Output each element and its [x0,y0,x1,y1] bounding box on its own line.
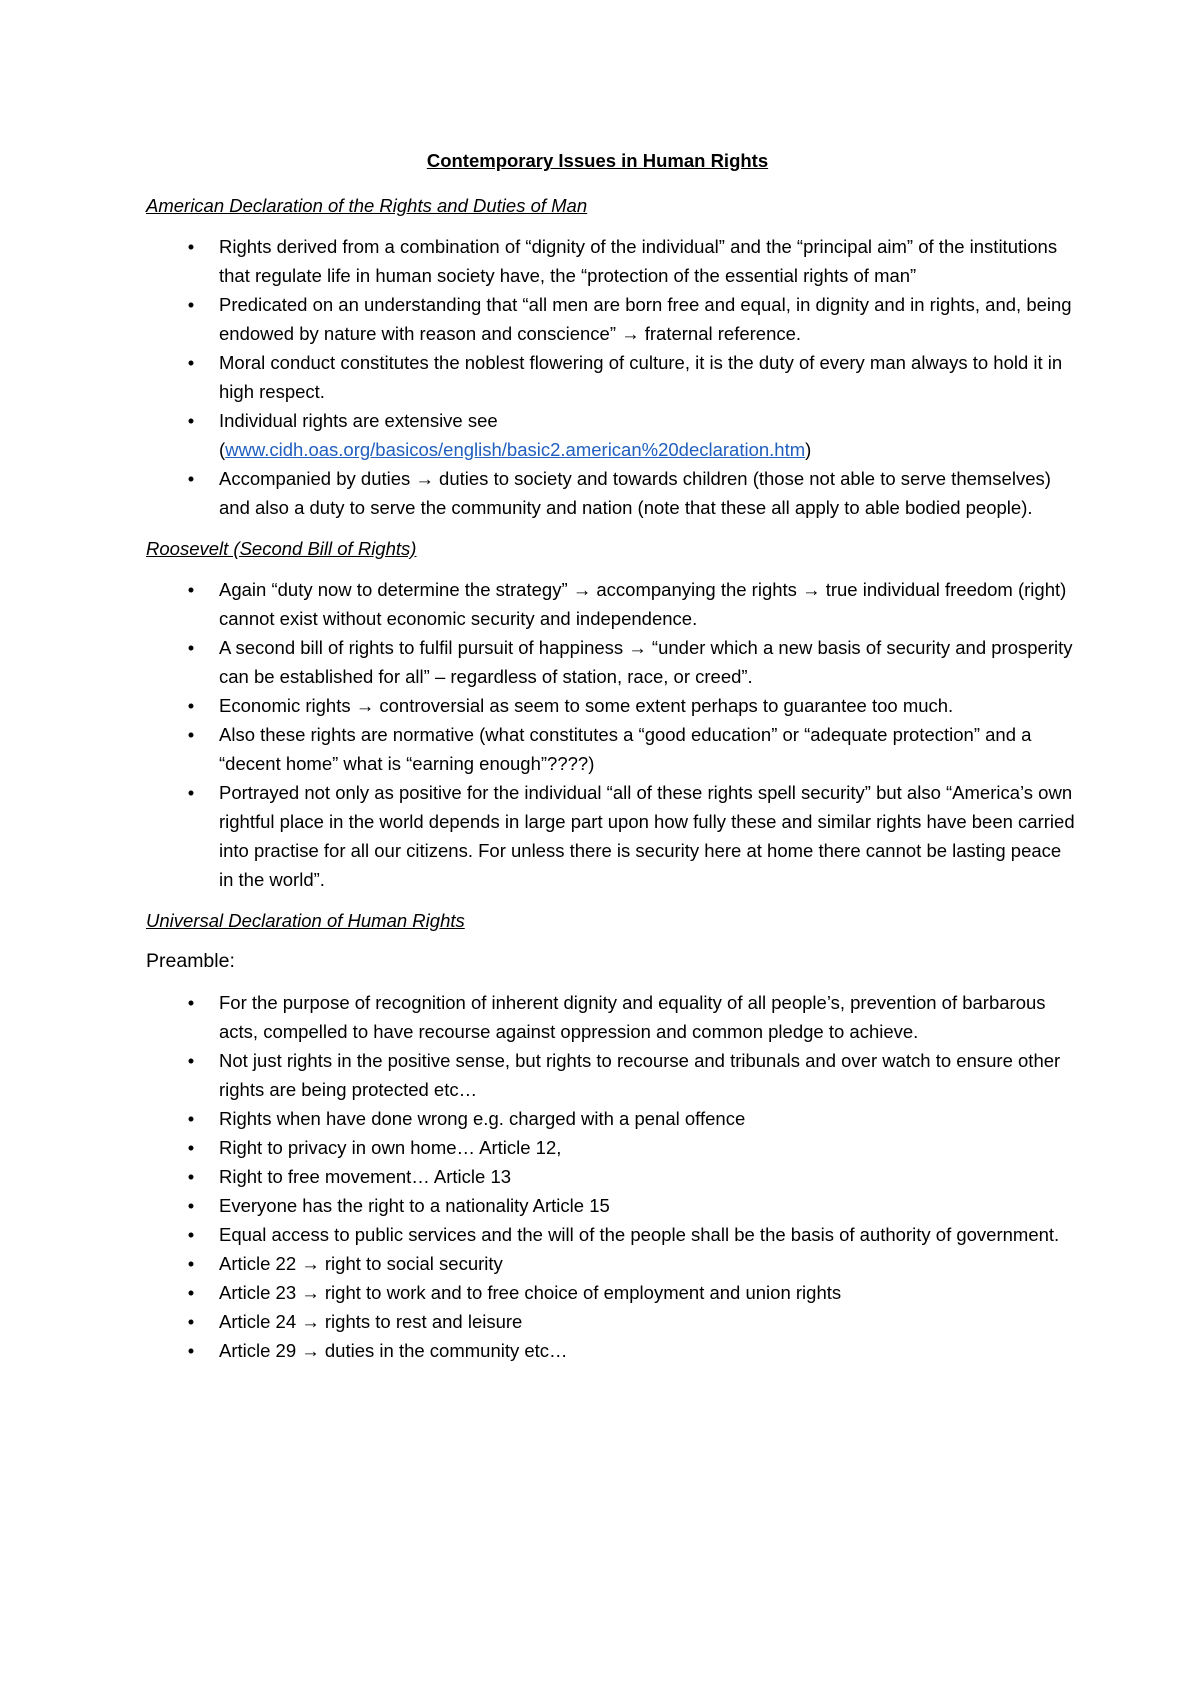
bullet-list-udhr [146,988,1076,1365]
bullet-icon: • [187,695,195,716]
list-item [146,348,1076,406]
list-item [146,1191,1076,1220]
list-item-text: Rights when have done wrong e.g. charged with a penal offence [219,1108,746,1129]
list-item [146,988,1076,1046]
bullet-icon: • [187,1195,195,1216]
section-heading-roosevelt: Roosevelt (Second Bill of Rights) [146,538,417,559]
bullet-icon: • [187,1282,195,1303]
list-item-text: Article 24 → rights to rest and leisure [219,1311,523,1332]
list-item-text: Right to free movement… Article 13 [219,1166,512,1187]
list-item [146,575,1076,633]
list-item [146,1307,1076,1336]
bullet-icon: • [187,992,195,1013]
list-item-text: Economic rights → controversial as seem to some extent perhaps to guarantee too much. [219,695,954,716]
bullet-icon: • [187,1050,195,1071]
bullet-icon: • [187,1108,195,1129]
list-item [146,406,1076,464]
bullet-icon: • [187,1137,195,1158]
list-item [146,778,1076,894]
list-item-text: Accompanied by duties → duties to society and towards children (those not able to serve themselves) and also a duty to serve the community and nation (note that these all apply to able bodied people). [219,468,1051,518]
section-heading-american-declaration: American Declaration of the Rights and Duties of Man [146,195,588,216]
list-item [146,290,1076,348]
document-page [146,146,1076,1377]
list-item-text: Article 22 → right to social security [219,1253,503,1274]
list-item-text: Article 23 → right to work and to free choice of employment and union rights [219,1282,842,1303]
list-item-text: A second bill of rights to fulfil pursuit of happiness → “under which a new basis of security and prosperity can be established for all” – regardless of station, race, or creed”. [219,637,1073,687]
list-item [146,1336,1076,1365]
bullet-list-roosevelt [146,575,1076,894]
list-item [146,633,1076,691]
bullet-icon: • [187,294,195,315]
list-item-text: Not just rights in the positive sense, but rights to recourse and tribunals and over watch to ensure other rights are being protected etc… [219,1050,1061,1100]
bullet-icon: • [187,724,195,745]
bullet-icon: • [187,1166,195,1187]
list-item-text: Right to privacy in own home… Article 12, [219,1137,562,1158]
list-item-text: Portrayed not only as positive for the individual “all of these rights spell security” but also “America’s own rightful place in the world depends in large part upon how fully these and similar rights have been carried into practise for all our citizens. For unless there is security here at home there cannot be lasting peace in the world”. [219,782,1075,890]
bullet-icon: • [187,410,195,431]
list-item-text-after-link: ) [805,439,812,460]
bullet-icon: • [187,782,195,803]
list-item [146,464,1076,522]
list-item [146,691,1076,720]
list-item [146,1220,1076,1249]
bullet-icon: • [187,1311,195,1332]
list-item [146,232,1076,290]
list-item [146,720,1076,778]
list-item-text: Moral conduct constitutes the noblest flowering of culture, it is the duty of every man always to hold it in high respect. [219,352,1063,402]
list-item-text-before-link: Individual rights are extensive see ( [219,410,498,460]
document-title: Contemporary Issues in Human Rights [426,150,769,171]
bullet-icon: • [187,637,195,658]
list-item [146,1046,1076,1104]
list-item-text: Equal access to public services and the will of the people shall be the basis of authority of government. [219,1224,1060,1245]
bullet-icon: • [187,579,195,600]
list-item-text: Predicated on an understanding that “all men are born free and equal, in dignity and in rights, and, being endowed by nature with reason and conscience” → fraternal reference. [219,294,1072,344]
bullet-list-american-declaration [146,232,1076,522]
preamble-label: Preamble: [146,950,235,972]
list-item-text: Article 29 → duties in the community etc… [219,1340,568,1361]
list-item [146,1278,1076,1307]
list-item-text: Everyone has the right to a nationality Article 15 [219,1195,610,1216]
declaration-link[interactable]: www.cidh.oas.org/basicos/english/basic2.american%20declaration.htm [225,439,806,460]
list-item [146,1162,1076,1191]
list-item-text: For the purpose of recognition of inherent dignity and equality of all people’s, prevention of barbarous acts, compelled to have recourse against oppression and common pledge to achieve. [219,992,1046,1042]
list-item [146,1133,1076,1162]
bullet-icon: • [187,1253,195,1274]
bullet-icon: • [187,236,195,257]
bullet-icon: • [187,352,195,373]
list-item [146,1104,1076,1133]
bullet-icon: • [187,1340,195,1361]
section-heading-udhr: Universal Declaration of Human Rights [146,910,465,931]
list-item-text: Also these rights are normative (what constitutes a “good education” or “adequate protection” and a “decent home” what is “earning enough”????) [219,724,1032,774]
list-item-text: Again “duty now to determine the strategy” → accompanying the rights → true individual freedom (right) cannot exist without economic security and independence. [219,579,1067,629]
bullet-icon: • [187,468,195,489]
bullet-icon: • [187,1224,195,1245]
list-item-text: Rights derived from a combination of “dignity of the individual” and the “principal aim” of the institutions that regulate life in human society have, the “protection of the essential rights of man” [219,236,1058,286]
list-item [146,1249,1076,1278]
